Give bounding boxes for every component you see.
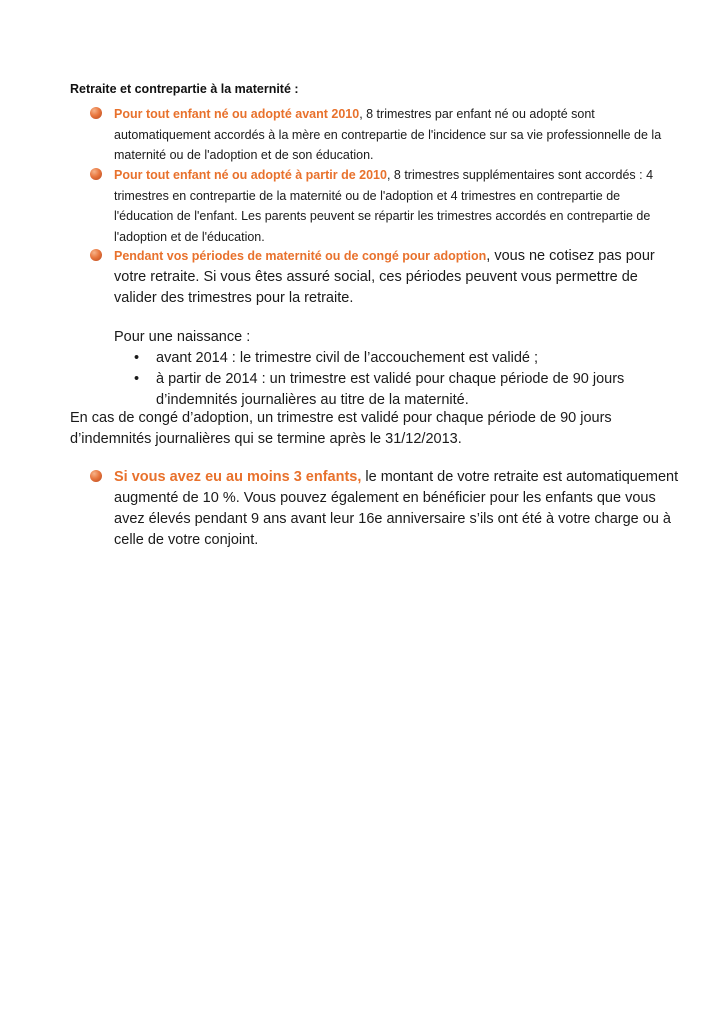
bullet-dot-icon: • (134, 371, 140, 387)
list-item-text (114, 467, 680, 551)
highlight-text: Pendant vos périodes de maternité ou de congé pour adoption (114, 249, 487, 263)
body-text: , 8 trimestres supplémentaires sont accordés : 4 trimestres en contrepartie de la maternité ou de l'adoption et 4 trimestres en contrepartie de l'éducation de l'enfant. Les parents peuvent se répartir les trimestres accordés en contrepartie de l'adoption et de l'éducation. (114, 168, 654, 244)
highlight-text: Pour tout enfant né ou adopté avant 2010 (114, 107, 360, 121)
list-item-text (114, 104, 680, 166)
list-item-text: avant 2014 : le trimestre civil de l’accouchement est validé ; (156, 350, 539, 366)
bullet-dot-icon: • (134, 350, 140, 366)
list-item-text (114, 165, 680, 247)
body-text: , 8 trimestres par enfant né ou adopté sont automatiquement accordés à la mère en contrepartie de l'incidence sur sa vie professionnelle de la maternité ou de l'adoption et de son éducation. (114, 107, 662, 162)
list-item-text (114, 246, 680, 309)
orange-bullet-icon (90, 168, 102, 180)
body-text: , vous ne cotisez pas pour votre retraite. Si vous êtes assuré social, ces périodes peuvent vous permettre de valider des trimestres pour la retraite. (114, 248, 655, 306)
list-item (134, 348, 654, 369)
orange-bullet-icon (90, 249, 102, 261)
adoption-paragraph: En cas de congé d’adoption, un trimestre est validé pour chaque période de 90 jours d’indemnités journalières qui se termine après le 31/12/2013. (70, 410, 612, 447)
list-item (90, 165, 680, 247)
orange-bullet-icon (90, 470, 102, 482)
list-item (90, 246, 680, 309)
highlight-text: Pour tout enfant né ou adopté à partir de 2010 (114, 168, 387, 182)
list-item (90, 467, 680, 551)
section-heading: Retraite et contrepartie à la maternité : (70, 82, 299, 96)
list-item (90, 104, 680, 166)
list-item (134, 369, 654, 411)
highlight-text: Si vous avez eu au moins 3 enfants, (114, 469, 362, 485)
body-text: le montant de votre retraite est automatiquement augmenté de 10 %. Vous pouvez également en bénéficier pour les enfants que vous avez élevés pendant 9 ans avant leur 16e anniversaire s’ils ont été à votre charge ou à celle de votre conjoint. (114, 469, 679, 548)
naissance-intro: Pour une naissance : (114, 329, 251, 345)
list-item-text: à partir de 2014 : un trimestre est validé pour chaque période de 90 jours d’indemnités journalières au titre de la maternité. (156, 371, 625, 408)
orange-bullet-icon (90, 107, 102, 119)
